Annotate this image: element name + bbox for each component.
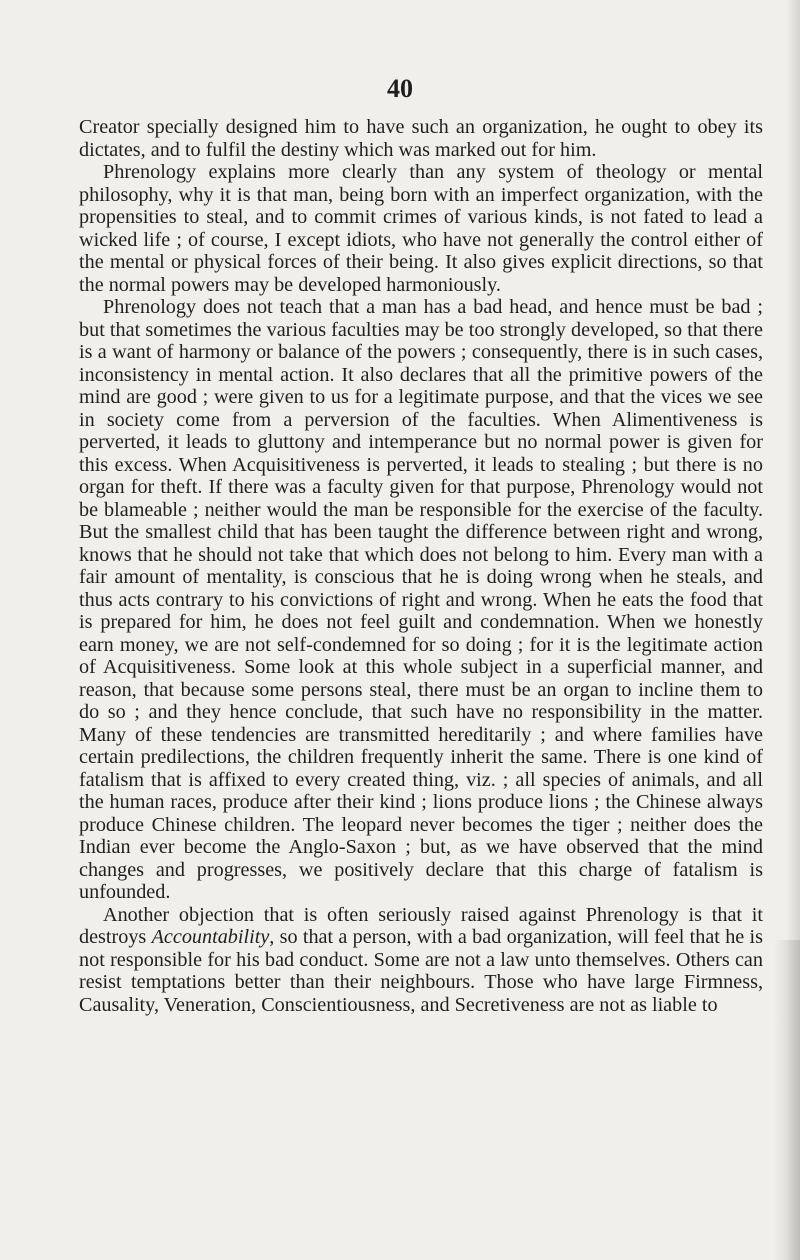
page-number: 40 xyxy=(387,74,413,103)
paragraph-text-after: , so that a person, with a bad organization, will feel that he is not responsible for his bad conduct. Some are not a law unto themselves. Others can resist temptations better than their neighbours. Those who have large Firmness, Causality, Veneration, Conscientiousness, and Secretiveness are not as liable to xyxy=(79,926,763,1016)
paragraph-phrenology-explains: Phrenology explains more clearly than any system of theology or mental philosophy, why it is that man, being born with an imperfect organization, with the propensities to steal, and to commit crimes of various kinds, is not fated to lead a wicked life ; of course, I except idiots, who have not generally the control either of the mental or physical forces of their being. It also gives explicit directions, so that the normal powers may be developed harmoniously. xyxy=(79,161,763,296)
paragraph-text-before: Another objection that is often seriously raised against Phrenology is that it destroys xyxy=(79,903,763,948)
paragraph-phrenology-does-not-teach: Phrenology does not teach that a man has a bad head, and hence must be bad ; but that sometimes the various faculties may be too strongly developed, so that there is a want of harmony or balance of the powers ; consequently, there is in such cases, inconsistency in mental action. It also declares that all the primitive powers of the mind are good ; were given to us for a legitimate purpose, and that the vices we see in society come from a perversion of the faculties. When Alimentiveness is perverted, it leads to gluttony and intemperance but no normal power is given for this excess. When Acquisitiveness is perverted, it leads to stealing ; but there is no organ for theft. If there was a faculty given for that purpose, Phrenology would not be blameable ; neither would the man be responsible for the exercise of the faculty. But the smallest child that has been taught the difference between right and wrong, knows that he should not take that which does not belong to him. Every man with a fair amount of mentality, is conscious that he is doing wrong when he steals, and thus acts contrary to his convictions of right and wrong. When he eats the food that is prepared for him, he does not feel guilt and condemnation. When we honestly earn money, we are not self-condemned for so doing ; for it is the legitimate action of Acquisitiveness. Some look at this whole subject in a superficial manner, and reason, that because some persons steal, there must be an organ to incline them to do so ; and they hence conclude, that such have no responsibility in the matter. Many of these tendencies are transmitted hereditarily ; and where families have certain predilections, the children frequently inherit the same. There is one kind of fatalism that is affixed to every created thing, viz. ; all species of animals, and all the human races, produce after their kind ; lions produce lions ; the Chinese always produce Chinese children. The leopard never becomes the tiger ; neither does the Indian ever become the Anglo-Saxon ; but, as we have observed that the mind changes and progresses, we positively declare that this charge of fatalism is unfounded. xyxy=(79,296,763,903)
body-text xyxy=(79,116,763,1016)
paragraph-continuation: Creator specially designed him to have such an organization, he ought to obey its dictates, and to fulfil the destiny which was marked out for him. xyxy=(79,116,763,161)
paragraph-another-objection xyxy=(79,904,763,1017)
emphasized-term: Accountability xyxy=(151,926,270,948)
page-corner-shadow xyxy=(774,940,800,1260)
